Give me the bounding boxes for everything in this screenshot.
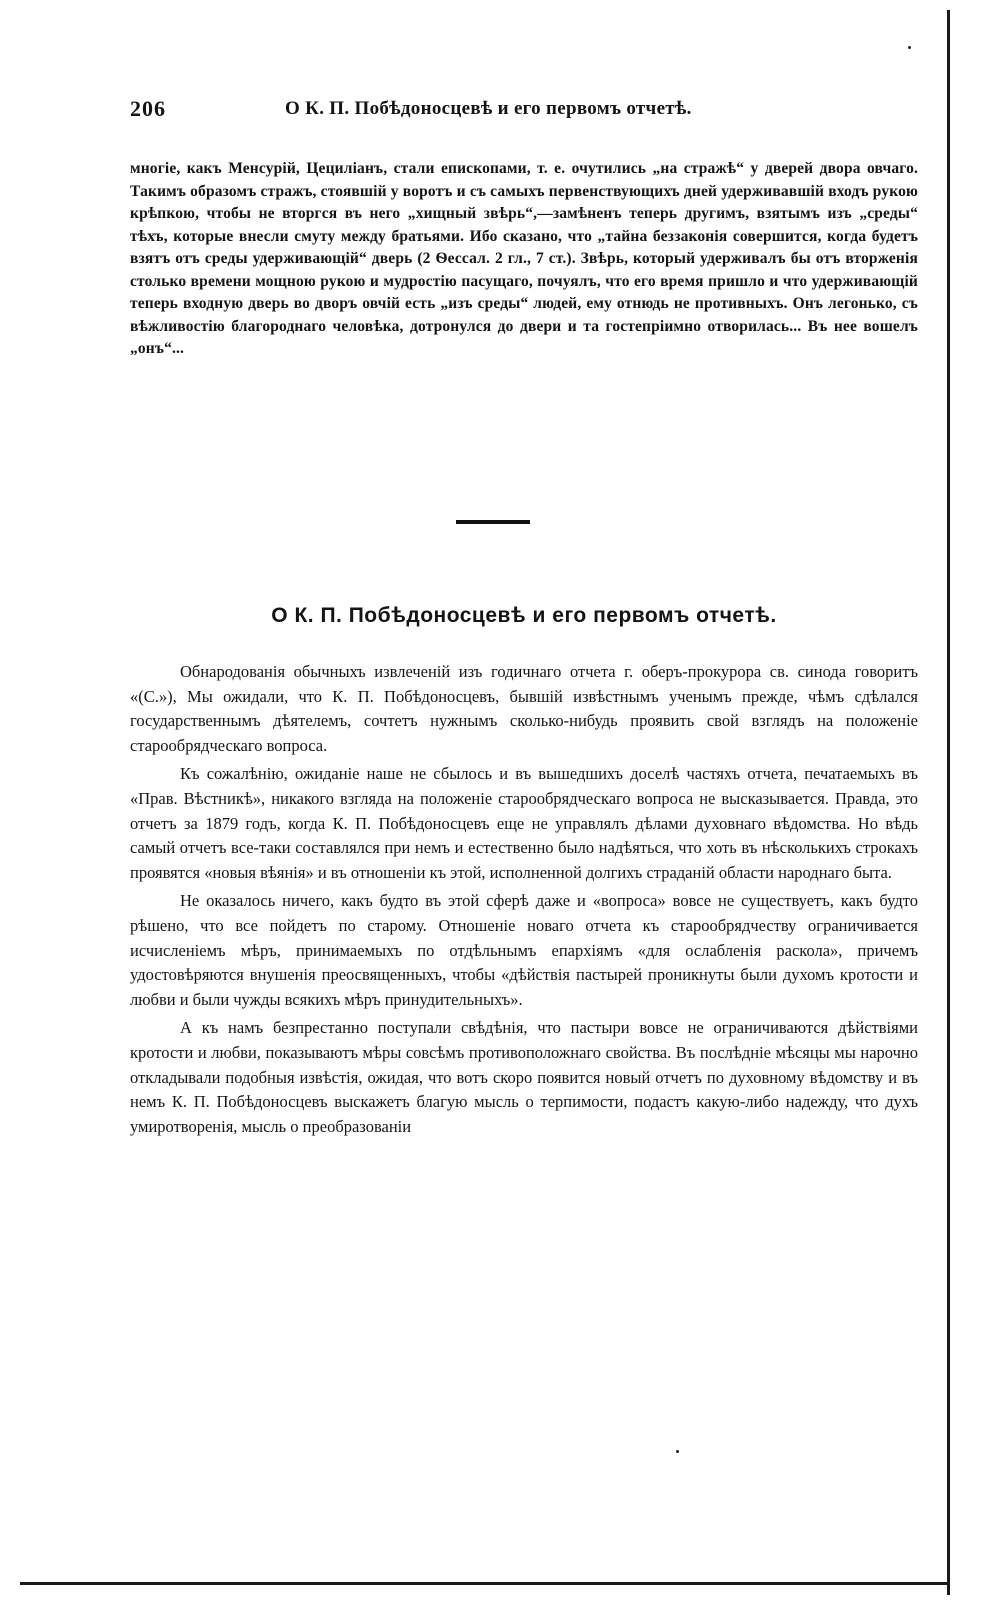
print-speck [908, 46, 911, 49]
article-title: О К. П. Побѣдоносцевѣ и его первомъ отчетѣ. [271, 604, 777, 627]
paragraph: Обнародованія обычныхъ извлеченій изъ годичнаго отчета г. оберъ-прокурора св. синода говоритъ «(С.»), Мы ожидали, что К. П. Побѣдоносцевъ, бывшій извѣстнымъ ученымъ прежде, чѣмъ сдѣлался государственнымъ дѣятелемъ, сочтетъ нужнымъ сколько-нибудь проявить свой взглядъ на положеніе старообрядческаго вопроса. [130, 662, 918, 755]
page-edge-bottom [20, 1582, 950, 1585]
page-edge-right [947, 10, 950, 1595]
print-speck [676, 1450, 679, 1453]
paragraph: А къ намъ безпрестанно поступали свѣдѣнія, что пастыри вовсе не ограничиваются дѣйствіями кротости и любви, показываютъ мѣры совсѣмъ противоположнаго свойства. Въ послѣдніе мѣсяцы мы нарочно откладывали подобныя извѣстія, ожидая, что вотъ скоро появится новый отчетъ по духовному вѣдомству и въ немъ К. П. Побѣдоносцевъ выскажетъ благую мысль о терпимости, подастъ какую-либо надежду, что духъ умиротворенія, мысль о преобразованіи [130, 1018, 918, 1136]
page-number: 206 [130, 96, 166, 121]
paragraph: Къ сожалѣнію, ожиданіе наше не сбылось и въ вышедшихъ доселѣ частяхъ отчета, печатаемыхъ въ «Прав. Вѣстникѣ», никакого взгляда на положеніе старообрядческаго вопроса не высказывается. Правда, это отчетъ за 1879 годъ, когда К. П. Побѣдоносцевъ еще не управлялъ дѣлами духовнаго вѣдомства. Но вѣдь самый отчетъ все-таки составлялся при немъ и естественно было надѣяться, что хоть въ нѣсколькихъ строкахъ проявятся «новыя вѣянія» и въ отношеніи къ этой, исполненной долгихъ страданій области народнаго быта. [130, 764, 918, 882]
article-body [130, 660, 918, 1143]
previous-article-paragraph: многіе, какъ Менсурій, Цециліанъ, стали епископами, т. е. очутились „на стражѣ“ у дверей двора овчаго. Такимъ образомъ стражъ, стоявшій у воротъ и съ самыхъ первенствующихъ дней удерживавшій входъ рукою крѣпкою, чтобы не вторгся въ него „хищный звѣрь“,—замѣненъ теперь другимъ, взятымъ изъ „среды“ тѣхъ, которые внесли смуту между братьями. Ибо сказано, что „тайна беззаконія совершится, когда будетъ взятъ отъ среды удерживающій“ дверь (2 Ѳессал. 2 гл., 7 ст.). Звѣрь, который удерживалъ бы отъ вторженія столько времени мощною рукою и мудростію пасущаго, почуялъ, что его время пришло и что удерживающій теперь входную дверь во дворъ овчій есть „изъ среды“ людей, ему отнюдь не противныхъ. Онъ легонько, съ вѣжливостію благороднаго человѣка, дотронулся до двери и та гостепріимно отворилась... Въ нее вошелъ „онъ“... [130, 160, 918, 357]
running-head [130, 96, 920, 124]
section-separator [456, 520, 530, 524]
previous-article-ending [130, 158, 918, 361]
running-title: О К. П. Побѣдоносцевѣ и его первомъ отчетѣ. [285, 98, 692, 119]
paragraph: Не оказалось ничего, какъ будто въ этой сферѣ даже и «вопроса» вовсе не существуетъ, какъ будто рѣшено, что все пойдетъ по старому. Отношеніе новаго отчета къ старообрядчеству ограничивается исчисленіемъ мѣръ, принимаемыхъ по отдѣльнымъ епархіямъ «для ослабленія раскола», причемъ удостовѣряются внушенія преосвященныхъ, чтобы «дѣйствія пастырей проникнуты были духомъ кротости и любви и были чужды всякихъ мѣръ принудительныхъ». [130, 891, 918, 1009]
